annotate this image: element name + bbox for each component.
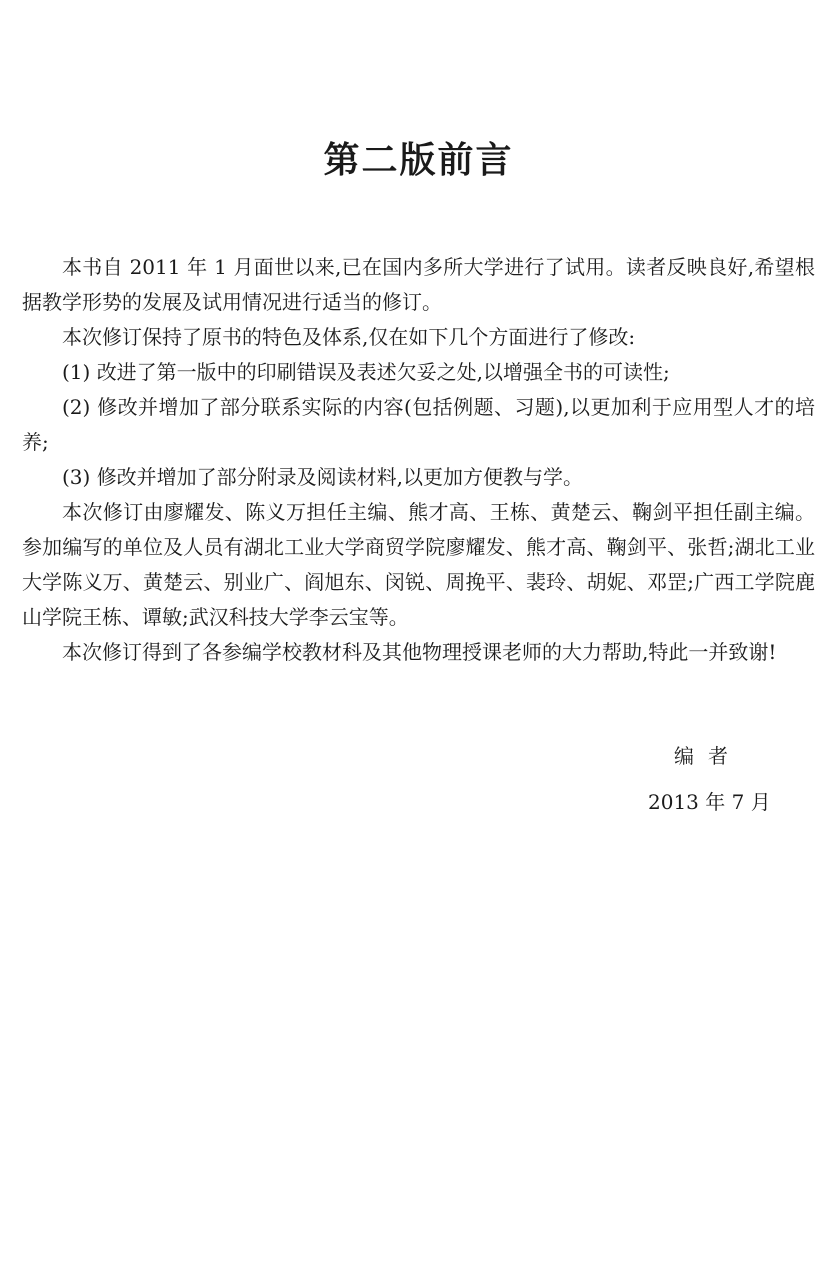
paragraph-editors: 本次修订由廖耀发、陈义万担任主编、熊才高、王栋、黄楚云、鞠剑平担任副主编。参加编写的单位及人员有湖北工业大学商贸学院廖耀发、熊才高、鞠剑平、张哲;湖北工业大学陈义万、黄楚云、别业广、阎旭东、闵锐、周挽平、裴玲、胡妮、邓罡;广西工学院鹿山学院王栋、谭敏;武汉科技大学李云宝等。 [22,500,815,629]
signoff-date: 2013 年 7 月 [648,790,771,814]
paragraph-intro: 本书自 2011 年 1 月面世以来,已在国内多所大学进行了试用。读者反映良好,希望根据教学形势的发展及试用情况进行适当的修订。 [22,255,815,314]
page-title: 第二版前言 [323,139,514,181]
paragraph-item-3: (3) 修改并增加了部分附录及阅读材料,以更加方便教与学。 [62,465,584,489]
paragraph-item-1: (1) 改进了第一版中的印刷错误及表述欠妥之处,以增强全书的可读性; [62,360,670,384]
signoff-author: 编者 [674,744,742,768]
paragraph-thanks: 本次修订得到了各参编学校教材科及其他物理授课老师的大力帮助,特此一并致谢! [62,640,777,664]
paragraph-revision-scope: 本次修订保持了原书的特色及体系,仅在如下几个方面进行了修改: [62,325,636,349]
preface-body [22,250,815,670]
paragraph-item-2: (2) 修改并增加了部分联系实际的内容(包括例题、习题),以更加利于应用型人才的培养; [22,395,815,454]
signoff [600,740,820,818]
